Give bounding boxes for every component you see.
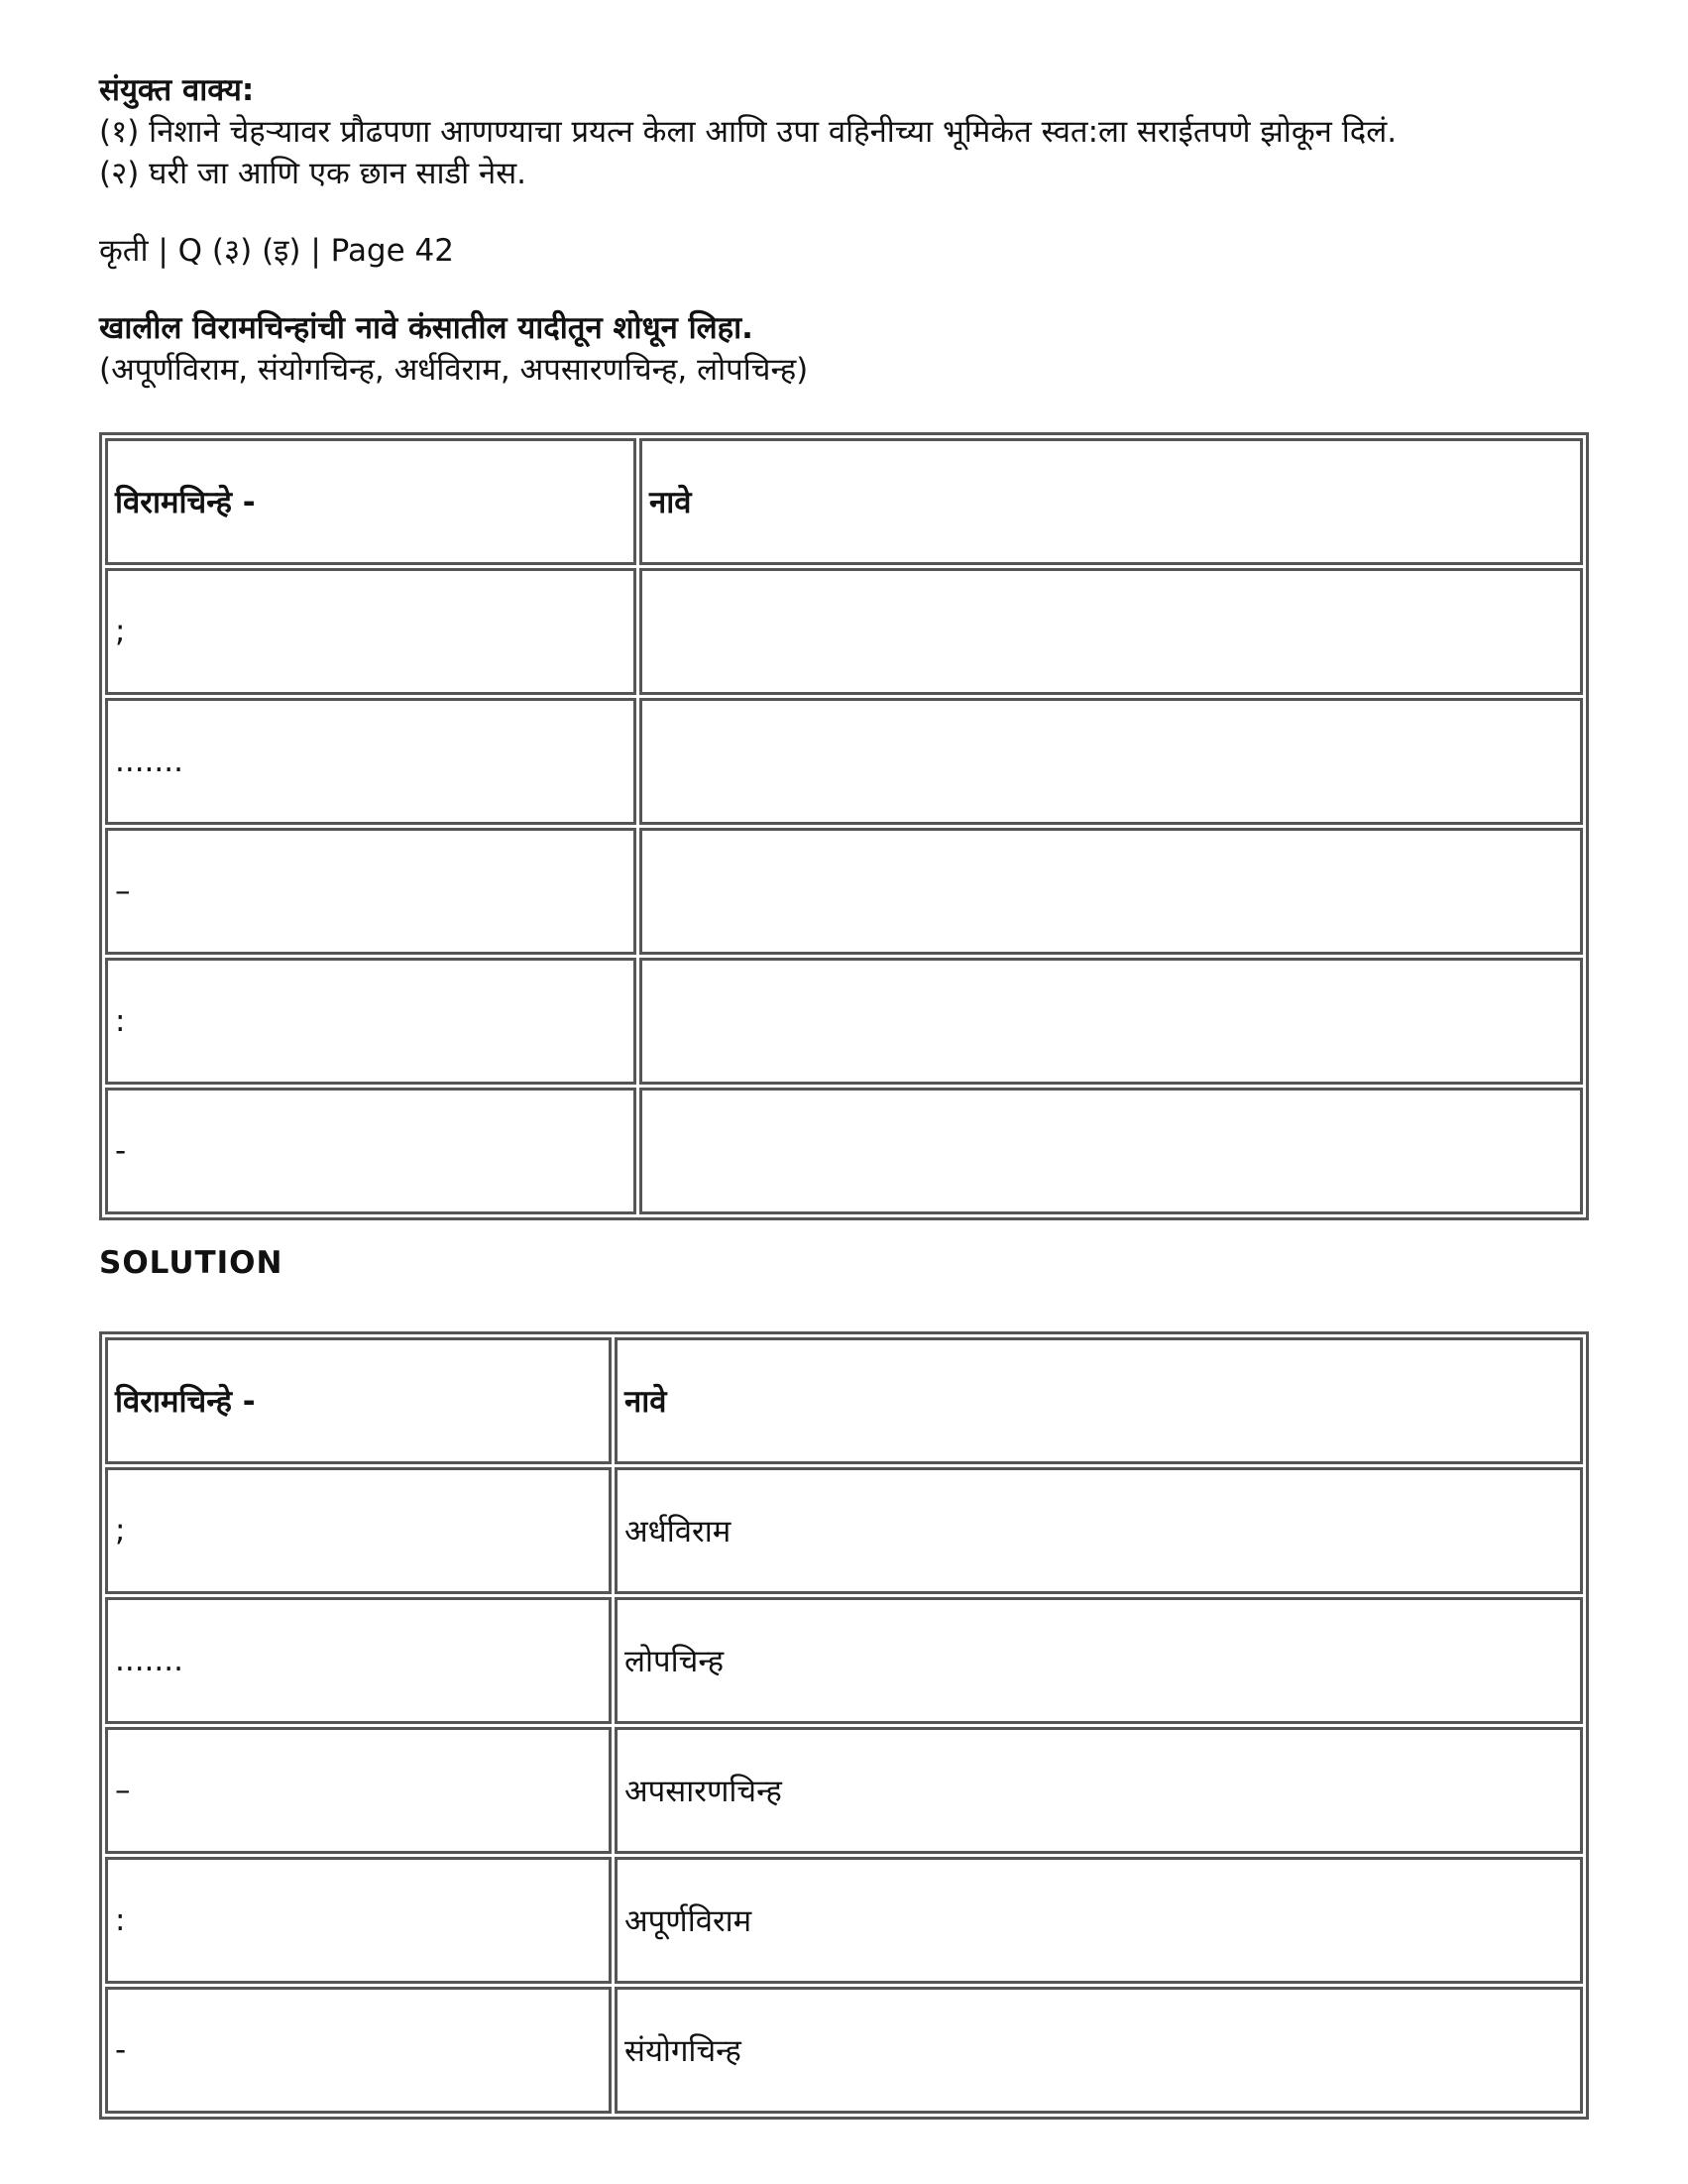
table-row: [105, 1857, 1583, 1984]
mark-cell: ;: [105, 1467, 612, 1594]
answer-cell: [639, 568, 1583, 695]
table-row: [105, 1467, 1583, 1594]
mark-cell: –: [105, 828, 636, 955]
answer-cell: संयोगचिन्ह: [615, 1987, 1583, 2114]
table-row: [105, 1597, 1583, 1724]
task-block: [99, 307, 1586, 391]
mark-cell: :: [105, 1857, 612, 1984]
answer-cell: अर्धविराम: [615, 1467, 1583, 1594]
answer-cell: [639, 1088, 1583, 1214]
header-cell-marks: विरामचिन्हे -: [105, 438, 636, 565]
question-reference: कृती | Q (३) (इ) | Page 42: [99, 233, 454, 269]
header-cell-marks: विरामचिन्हे -: [105, 1337, 612, 1464]
table-row: [105, 568, 1583, 695]
compound-sentence-2: (२) घरी जा आणि एक छान साडी नेस.: [99, 156, 526, 191]
table-row: [105, 958, 1583, 1085]
mark-cell: -: [105, 1987, 612, 2114]
compound-sentence-heading: संयुक्त वाक्य:: [99, 72, 255, 108]
answer-cell: [639, 698, 1583, 825]
task-instruction: खालील विरामचिन्हांची नावे कंसातील यादीतून शोधून लिहा.: [99, 310, 753, 346]
compound-sentence-1: (१) निशाने चेहऱ्यावर प्रौढपणा आणण्याचा प्रयत्न केला आणि उपा वहिनीच्या भूमिकेत स्वत:ला सराईतपणे झोकून दिलं.: [99, 114, 1398, 150]
answer-cell: [639, 828, 1583, 955]
mark-cell: ;: [105, 568, 636, 695]
table-row: [105, 698, 1583, 825]
table-header-row: [105, 1337, 1583, 1464]
solution-title: SOLUTION: [99, 1245, 283, 1281]
answer-cell: [639, 958, 1583, 1085]
document-page: [99, 69, 1586, 391]
table-row: [105, 1727, 1583, 1854]
mark-cell: .......: [105, 1597, 612, 1724]
table-header-row: [105, 438, 1583, 565]
header-cell-names: नावे: [615, 1337, 1583, 1464]
table-row: [105, 828, 1583, 955]
answer-cell: लोपचिन्ह: [615, 1597, 1583, 1724]
mark-cell: :: [105, 958, 636, 1085]
table-row: [105, 1987, 1583, 2114]
question-table: [99, 432, 1589, 1220]
mark-cell: .......: [105, 698, 636, 825]
answer-cell: अपसारणचिन्ह: [615, 1727, 1583, 1854]
task-options: (अपूर्णविराम, संयोगचिन्ह, अर्धविराम, अपसारणचिन्ह, लोपचिन्ह): [99, 352, 809, 388]
mark-cell: –: [105, 1727, 612, 1854]
table-row: [105, 1088, 1583, 1214]
solution-table: [99, 1331, 1589, 2120]
header-cell-names: नावे: [639, 438, 1583, 565]
mark-cell: -: [105, 1088, 636, 1214]
answer-cell: अपूर्णविराम: [615, 1857, 1583, 1984]
